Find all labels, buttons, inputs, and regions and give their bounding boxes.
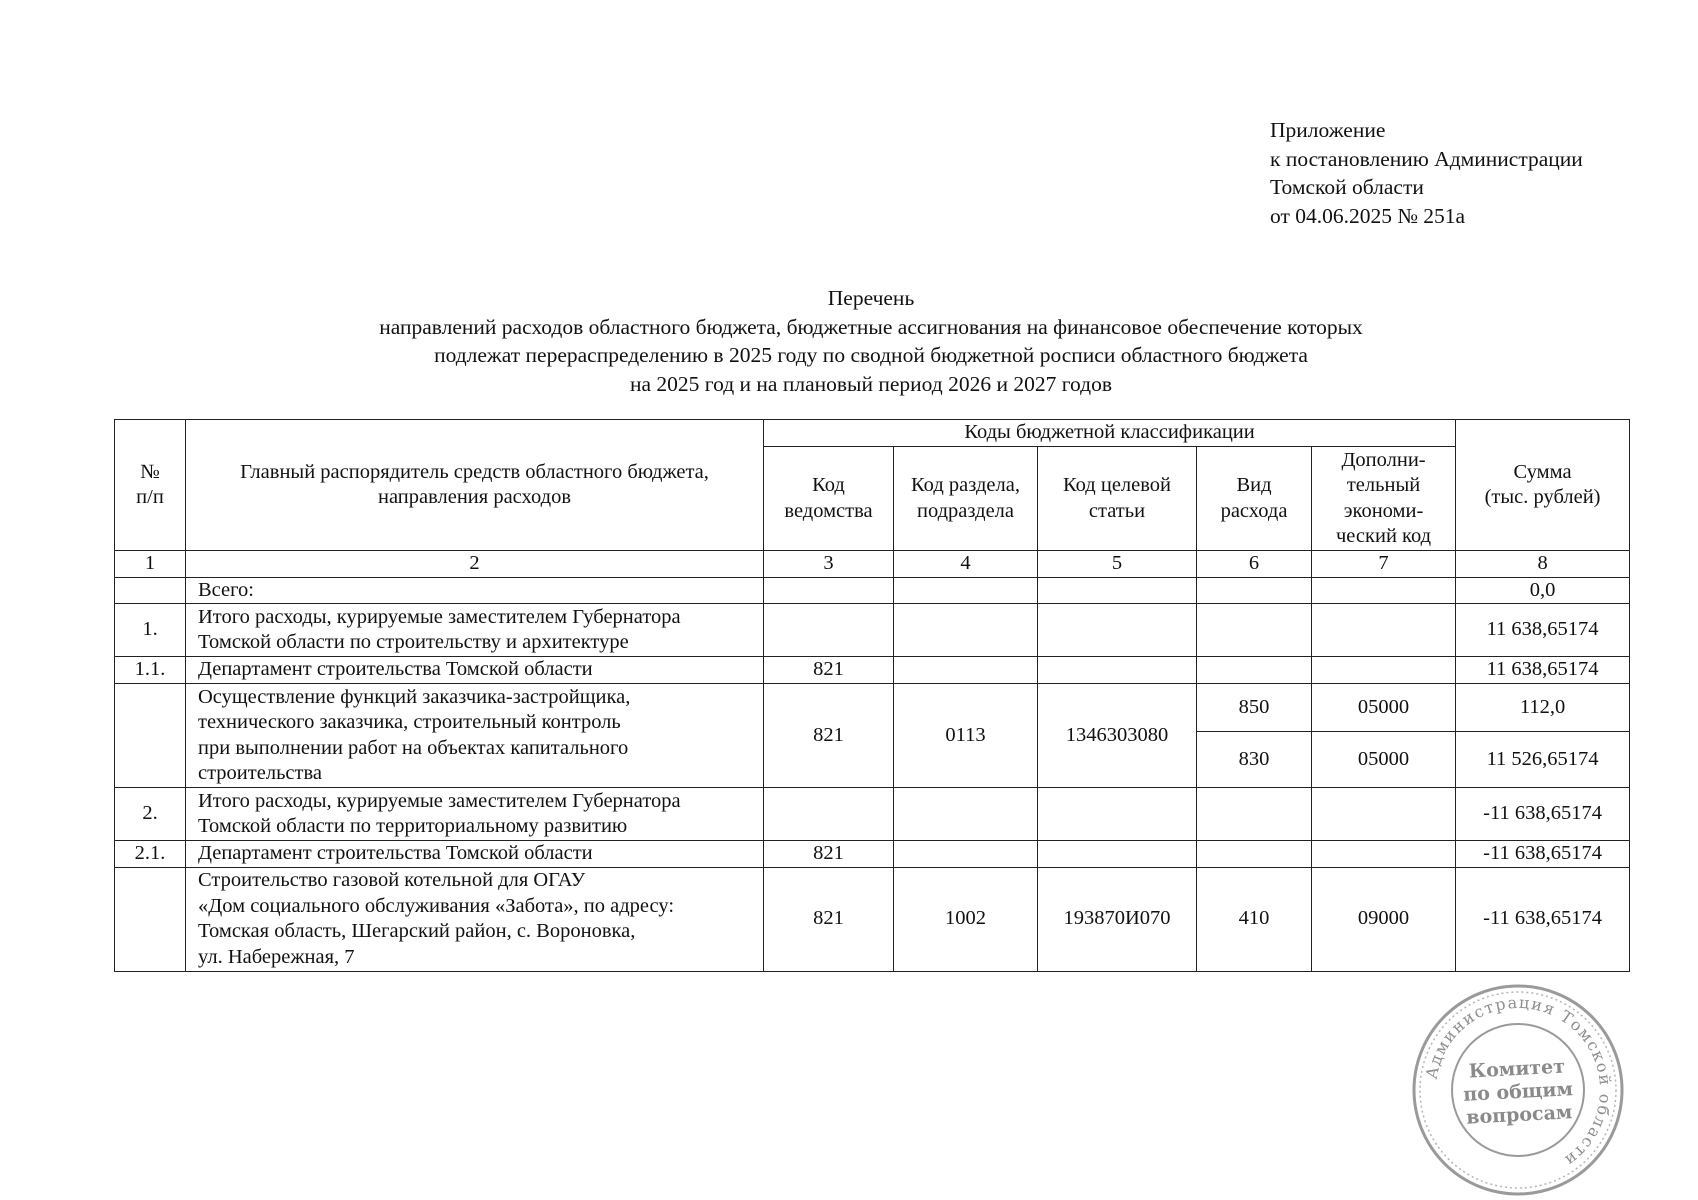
stamp-ring-text: Администрация Томской области: [1421, 992, 1616, 1171]
header-row-1: [115, 420, 1630, 447]
header-econ-code: Дополни- тельный экономи- ческий код: [1312, 447, 1456, 551]
document-title: [0, 284, 1698, 398]
row-econ-code: 09000: [1312, 867, 1456, 971]
row-econ-code: 05000: [1312, 732, 1456, 788]
row-dept-code: 821: [764, 684, 894, 788]
colnum-6: 6: [1197, 551, 1312, 578]
header-name: Главный распорядитель средств областного бюджета, направления расходов: [186, 420, 764, 551]
row-expense-type: 410: [1197, 867, 1312, 971]
table-row-1-1: [115, 657, 1630, 684]
row-dept-code: 821: [764, 841, 894, 868]
title-line-4: на 2025 год и на плановый период 2026 и 2027 годов: [630, 371, 1112, 396]
column-number-row: [115, 551, 1630, 578]
appendix-line-3: Томской области: [1270, 175, 1424, 199]
colnum-8: 8: [1456, 551, 1630, 578]
header-num: № п/п: [115, 420, 186, 551]
row-expense-type: 850: [1197, 684, 1312, 732]
colnum-5: 5: [1038, 551, 1197, 578]
row-sum: -11 638,65174: [1456, 788, 1630, 841]
row-econ-code: 05000: [1312, 684, 1456, 732]
row-sum: -11 638,65174: [1456, 841, 1630, 868]
colnum-4: 4: [894, 551, 1038, 578]
table-row-1: [115, 604, 1630, 657]
appendix-block: [1270, 116, 1583, 230]
budget-table: [114, 419, 1630, 972]
row-dept-code: 821: [764, 657, 894, 684]
row-target-code: 193870И070: [1038, 867, 1197, 971]
appendix-line-1: Приложение: [1270, 118, 1386, 142]
header-expense-type: Вид расхода: [1197, 447, 1312, 551]
appendix-line-2: к постановлению Администрации: [1270, 146, 1583, 171]
row-name: Осуществление функций заказчика-застройщика, технического заказчика, строительный контроль при выполнении работ на объектах капитального строительства: [186, 684, 764, 788]
appendix-line-4: от 04.06.2025 № 251а: [1270, 203, 1466, 228]
header-section-code: Код раздела, подраздела: [894, 447, 1038, 551]
row-sum: 11 526,65174: [1456, 732, 1630, 788]
row-sum: -11 638,65174: [1456, 867, 1630, 971]
row-expense-type: 830: [1197, 732, 1312, 788]
row-dept-code: 821: [764, 867, 894, 971]
total-label: Всего:: [186, 577, 764, 604]
header-dept-code: Код ведомства: [764, 447, 894, 551]
stamp-center-line-3: вопросам: [1465, 1101, 1573, 1129]
row-num: 1.: [115, 604, 186, 657]
title-line-2: направлений расходов областного бюджета, бюджетные ассигнования на финансовое обеспечение которых: [379, 314, 1363, 339]
row-name: Департамент строительства Томской области: [186, 657, 764, 684]
row-num: 1.1.: [115, 657, 186, 684]
colnum-3: 3: [764, 551, 894, 578]
table-row-1-1-a: [115, 684, 1630, 732]
table-row-2-1-a: [115, 867, 1630, 971]
total-sum: 0,0: [1456, 577, 1630, 604]
title-line-1: Перечень: [827, 286, 915, 310]
row-target-code: 1346303080: [1038, 684, 1197, 788]
table-row-total: [115, 577, 1630, 604]
colnum-1: 1: [115, 551, 186, 578]
row-section-code: 1002: [894, 867, 1038, 971]
row-name: Итого расходы, курируемые заместителем Губернатора Томской области по строительству и архитектуре: [186, 604, 764, 657]
row-num: 2.: [115, 788, 186, 841]
header-sum: Сумма (тыс. рублей): [1456, 420, 1630, 551]
official-stamp: [1408, 980, 1628, 1200]
header-codes-group: Коды бюджетной классификации: [764, 420, 1456, 447]
table-row-2: [115, 788, 1630, 841]
row-name: Строительство газовой котельной для ОГАУ «Дом социального обслуживания «Забота», по адресу: Томская область, Шегарский район, с. Вороновка, ул. Набережная, 7: [186, 867, 764, 971]
row-sum: 11 638,65174: [1456, 604, 1630, 657]
table-row-2-1: [115, 841, 1630, 868]
row-name: Департамент строительства Томской области: [186, 841, 764, 868]
row-sum: 112,0: [1456, 684, 1630, 732]
colnum-2: 2: [186, 551, 764, 578]
row-name: Итого расходы, курируемые заместителем Губернатора Томской области по территориальному развитию: [186, 788, 764, 841]
colnum-7: 7: [1312, 551, 1456, 578]
title-line-3: подлежат перераспределению в 2025 году по сводной бюджетной росписи областного бюджета: [434, 343, 1308, 367]
row-sum: 11 638,65174: [1456, 657, 1630, 684]
stamp-center-line-2: по общим: [1462, 1078, 1574, 1106]
stamp-center-line-1: Комитет: [1468, 1055, 1566, 1083]
row-num: 2.1.: [115, 841, 186, 868]
row-section-code: 0113: [894, 684, 1038, 788]
header-target-code: Код целевой статьи: [1038, 447, 1197, 551]
